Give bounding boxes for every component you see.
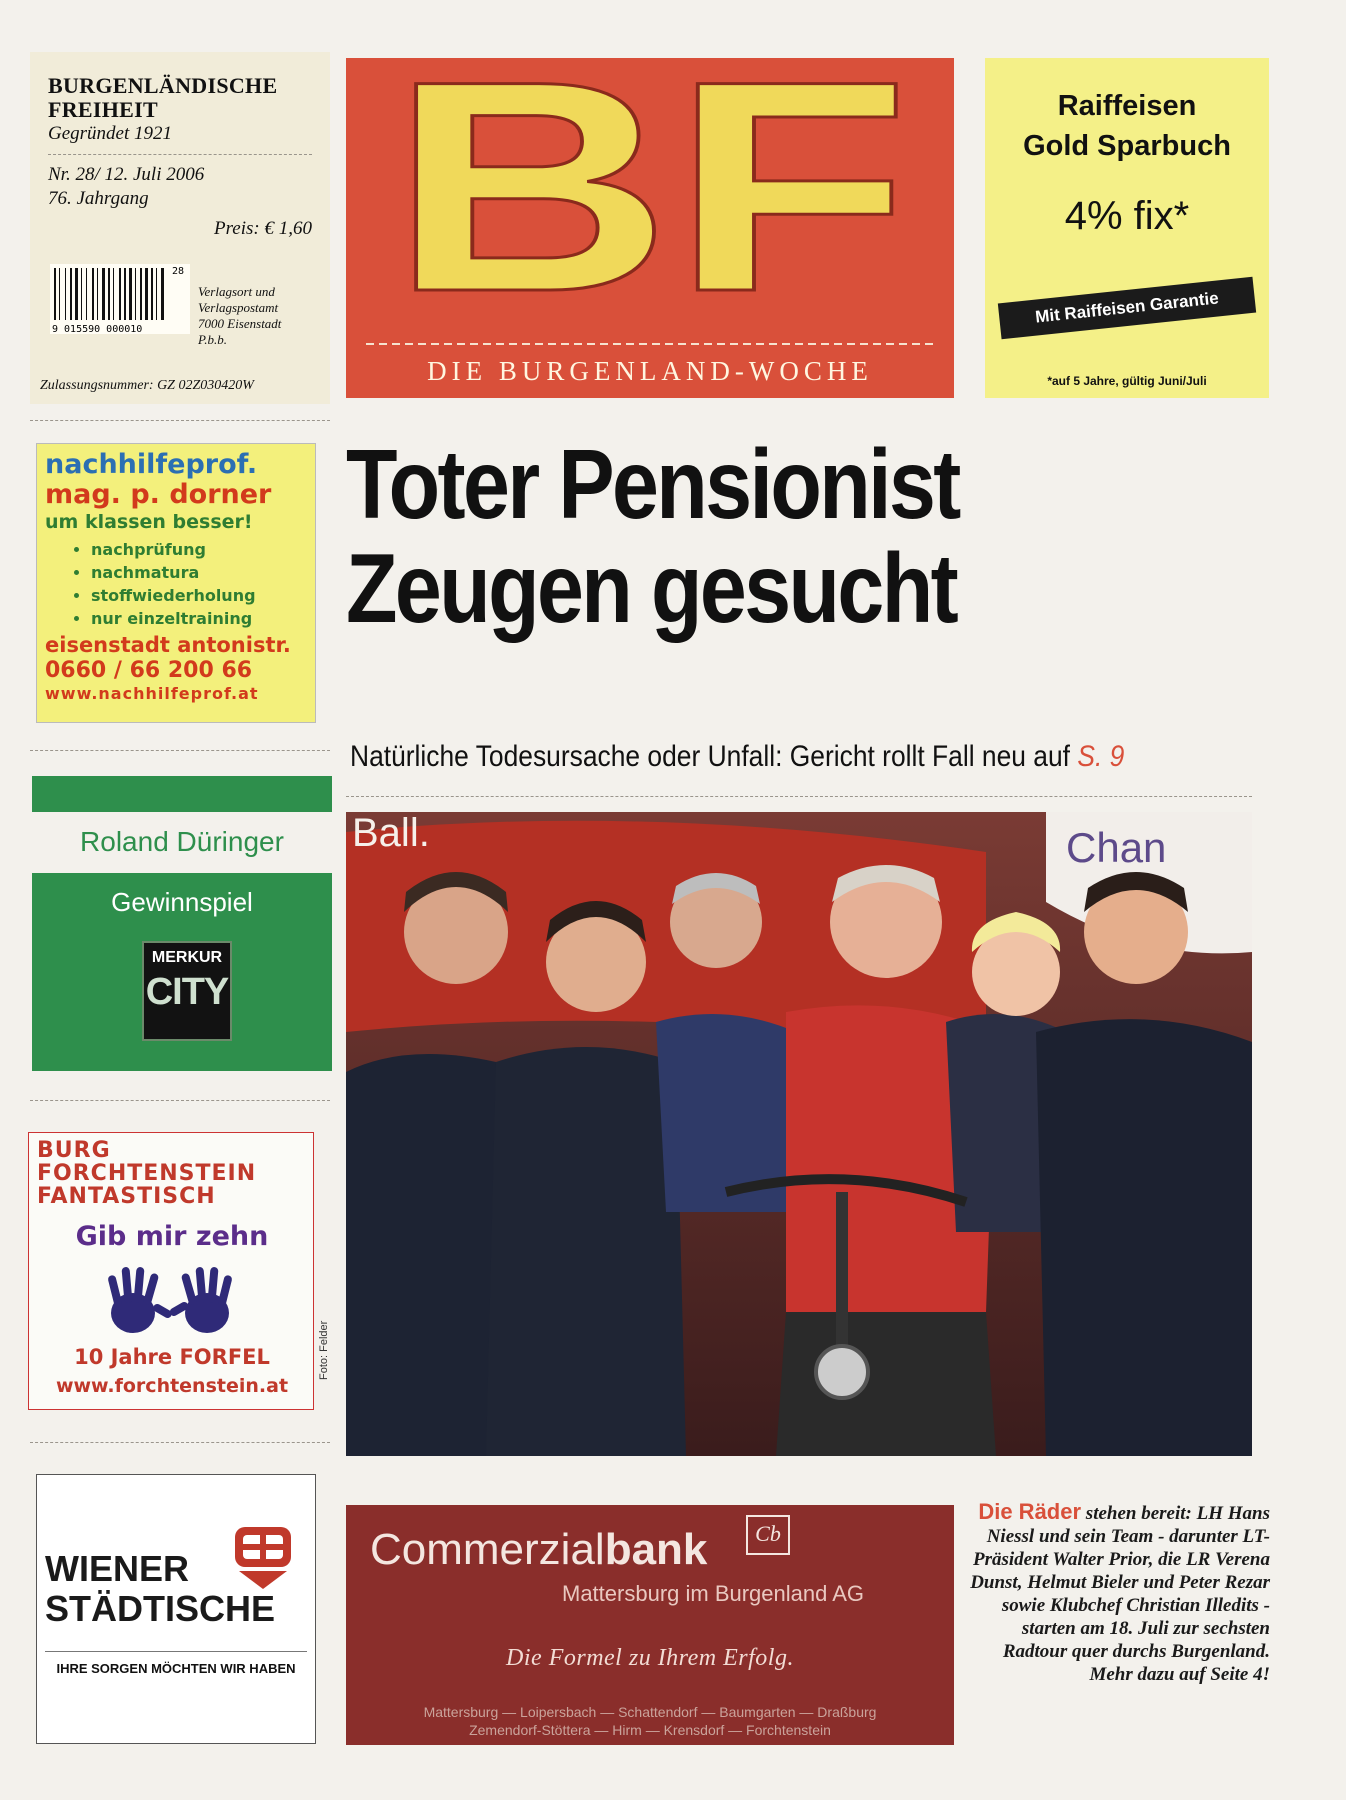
ad-wiener-staedtische[interactable] — [36, 1474, 316, 1744]
photo-caption — [964, 1500, 1270, 1686]
ad-forchtenstein-url[interactable]: www.forchtenstein.at — [55, 1375, 289, 1397]
towns-line: Mattersburg — Loipersbach — Schattendorf — Baumgarten — Draßburg — [423, 1704, 877, 1720]
barcode — [50, 264, 190, 334]
headline[interactable] — [346, 429, 1146, 643]
ad-raiffeisen-guarantee: Mit Raiffeisen Garantie — [998, 277, 1256, 340]
ad-nachhilfe-address: eisenstadt antonistr. — [45, 633, 291, 657]
divider — [45, 1651, 307, 1652]
barcode-bar — [81, 268, 82, 320]
photo-banner-text: Ball. — [352, 812, 430, 855]
wiener-staedtische-name — [45, 1549, 275, 1629]
caption-lead: Die Räder — [978, 1499, 1082, 1524]
ad-raiffeisen-line1: Raiffeisen — [1057, 90, 1197, 122]
barcode-bar — [145, 268, 148, 320]
volume: 76. Jahrgang — [48, 188, 149, 209]
barcode-bar — [97, 268, 98, 320]
issue-number: Nr. 28/ 12. Juli 2006 — [48, 164, 205, 185]
ad-raiffeisen-rate: 4% fix* — [1064, 194, 1190, 238]
price: Preis: € 1,60 — [214, 218, 312, 239]
ad-forchtenstein-anniversary: 10 Jahre FORFEL — [74, 1345, 270, 1369]
divider — [30, 1100, 330, 1101]
bf-logo-letters — [346, 58, 954, 398]
ad-merkur[interactable] — [32, 873, 332, 1071]
ad-forchtenstein-slogan: Gib mir zehn — [75, 1221, 269, 1252]
barcode-bar — [140, 268, 142, 320]
barcode-number: 9 015590 000010 — [52, 324, 143, 334]
wiener-staedtische-slogan: IHRE SORGEN MÖCHTEN WIR HABEN — [56, 1661, 296, 1676]
photo-illustration — [346, 812, 1252, 1456]
barcode-bar — [59, 268, 60, 320]
brand-bold: bank — [604, 1525, 708, 1574]
verlag-line: P.b.b. — [198, 332, 228, 347]
page-reference[interactable]: S. 9 — [1077, 740, 1125, 773]
barcode-bar — [65, 268, 66, 320]
barcode-bar — [113, 268, 114, 320]
publication-name-line1: BURGENLÄNDISCHE — [48, 73, 278, 98]
divider — [30, 1442, 330, 1443]
divider — [30, 750, 330, 751]
commerzialbank-slogan: Die Formel zu Ihrem Erfolg. — [506, 1645, 794, 1671]
list-item: • nachmatura — [91, 561, 307, 584]
commerzialbank-towns — [360, 1703, 940, 1739]
ad-nachhilfe-phone: 0660 / 66 200 66 — [45, 658, 253, 683]
ad-nachhilfe-line2: mag. p. dorner — [45, 479, 272, 510]
list-item: • nachprüfung — [91, 538, 307, 561]
barcode-bar — [119, 268, 121, 320]
wiener-name-line2: STÄDTISCHE — [45, 1588, 276, 1629]
ad-forchtenstein-line2: FORCHTENSTEIN — [37, 1161, 257, 1186]
headline-line1: Toter Pensionist — [346, 429, 959, 539]
barcode-bar — [86, 268, 87, 320]
ad-nachhilfe-line1: nachhilfeprof. — [45, 449, 258, 480]
ad-raiffeisen[interactable] — [985, 58, 1269, 398]
barcode-bar — [135, 268, 136, 320]
barcode-bar — [156, 268, 157, 320]
barcode-suffix: 28 — [172, 266, 185, 277]
barcode-bar — [108, 268, 110, 320]
headline-subline — [350, 740, 1168, 774]
wiener-name-line1: WIENER — [45, 1548, 189, 1589]
ad-merkur-subtitle: Gewinnspiel — [111, 887, 253, 917]
barcode-bar — [102, 268, 105, 320]
barcode-bar — [151, 268, 153, 320]
bf-logo — [346, 58, 954, 398]
merkur-logo-bottom: CITY — [145, 971, 229, 1013]
commerzialbank-logo-icon: Cb — [746, 1515, 790, 1555]
divider — [30, 420, 330, 421]
ad-nachhilfe-line3: um klassen besser! — [45, 511, 253, 533]
ad-nachhilfe[interactable] — [36, 443, 316, 723]
publication-name-line2: FREIHEIT — [48, 97, 158, 122]
ad-raiffeisen-line2: Gold Sparbuch — [1023, 130, 1231, 162]
ad-commerzialbank[interactable] — [346, 1505, 954, 1745]
bf-letters: BF — [390, 58, 910, 354]
brand-light: Commerzial — [370, 1525, 605, 1574]
divider — [346, 796, 1252, 797]
ad-forchtenstein-line1: BURG — [37, 1138, 111, 1163]
commerzialbank-brand — [370, 1525, 707, 1575]
towns-line: Zemendorf-Stöttera — Hirm — Krensdorf — Forchtenstein — [469, 1722, 831, 1738]
ad-forchtenstein-title — [37, 1139, 256, 1208]
logo-tagline: DIE BURGENLAND-WOCHE — [427, 356, 873, 386]
masthead-info — [30, 52, 330, 404]
barcode-bar — [129, 268, 132, 320]
list-item: • stoffwiederholung — [91, 584, 307, 607]
verlag-line: Verlagspostamt — [198, 300, 279, 315]
merkur-city-logo — [142, 941, 232, 1041]
barcode-bar — [70, 268, 72, 320]
barcode-bar — [54, 268, 56, 320]
headline-line2: Zeugen gesucht — [346, 533, 957, 643]
barcode-bar — [75, 268, 78, 320]
cover-photo — [346, 812, 1252, 1456]
caption-text: stehen bereit: LH Hans Niessl und sein Team - darunter LT-Präsident Walter Prior, die LR Verena Dunst, Helmut Bieler und Peter Rezar sowie Klubchef Christian Illedits - starten am 18. Juli zur sechsten Radtour quer durchs Burgenland. Mehr dazu auf Seite 4! — [970, 1503, 1270, 1685]
verlag-line: Verlagsort und — [198, 284, 275, 299]
handprint-icon — [99, 1261, 245, 1341]
list-item: • nur einzeltraining — [91, 607, 307, 630]
ad-merkur-title[interactable]: Roland Düringer — [80, 826, 284, 857]
founded-year: Gegründet 1921 — [48, 123, 173, 144]
ad-nachhilfe-url: www.nachhilfeprof.at — [45, 684, 259, 703]
ad-forchtenstein[interactable] — [28, 1132, 314, 1410]
photo-balloon-text: Chan — [1066, 824, 1167, 871]
barcode-bar — [161, 268, 164, 320]
ad-merkur-bar — [32, 776, 332, 812]
subline-text: Natürliche Todesursache oder Unfall: Gericht rollt Fall neu auf — [350, 740, 1071, 773]
registration-number: Zulassungsnummer: GZ 02Z030420W — [40, 378, 254, 393]
barcode-bar — [124, 268, 126, 320]
verlag-info — [198, 284, 328, 348]
ad-forchtenstein-line3: FANTASTISCH — [37, 1184, 216, 1209]
ad-nachhilfe-list — [45, 538, 307, 630]
verlag-line: 7000 Eisenstadt — [198, 316, 282, 331]
photo-credit: Foto: Felder — [318, 1320, 330, 1380]
divider — [48, 154, 312, 155]
barcode-bar — [92, 268, 94, 320]
ad-raiffeisen-note: *auf 5 Jahre, gültig Juni/Juli — [1047, 374, 1207, 388]
merkur-logo-top: MERKUR — [151, 949, 223, 966]
commerzialbank-subtitle: Mattersburg im Burgenland AG — [562, 1581, 865, 1606]
